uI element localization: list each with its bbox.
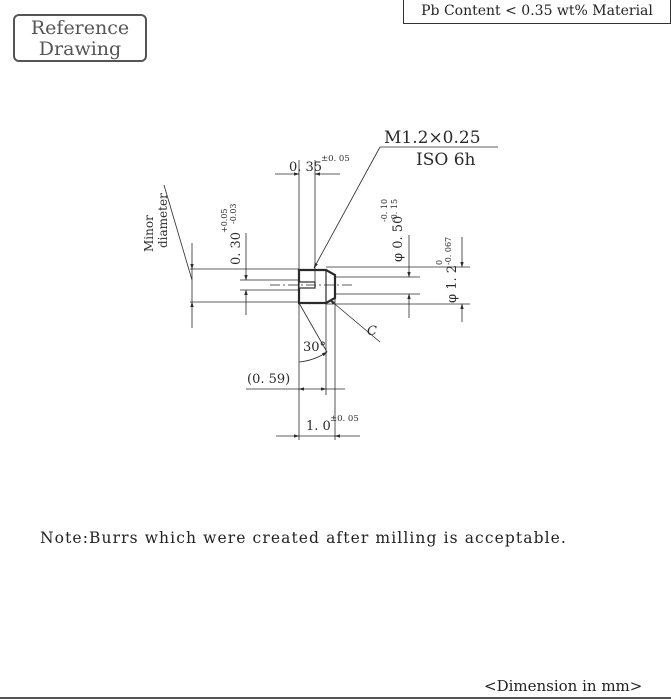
- slot-depth-value: 0. 30: [229, 231, 244, 265]
- length-tol: ±0. 05: [330, 414, 359, 424]
- ref-length: (0. 59): [247, 372, 291, 387]
- slot-depth-tol-lower: -0.03: [229, 203, 238, 224]
- units-note: <Dimension in mm>: [484, 677, 643, 695]
- tip-diameter-tol-lower: -0. 15: [390, 198, 399, 222]
- bottom-border: [0, 697, 671, 699]
- slot-depth-tol-upper: +0.05: [220, 208, 229, 233]
- tip-diameter-value: φ 0. 50: [391, 215, 406, 262]
- chamfer-angle: 30°: [303, 340, 327, 355]
- major-diameter-tol-lower: -0. 067: [444, 236, 453, 265]
- major-diameter-value: φ 1. 2: [445, 264, 460, 303]
- minor-diameter-label: Minor: [142, 215, 156, 252]
- reference-label: Reference: [30, 17, 130, 39]
- chamfer-label: C: [367, 324, 377, 339]
- slot-width-value: 0. 35: [289, 160, 323, 175]
- thread-class: ISO 6h: [416, 150, 476, 170]
- material-note: Pb Content < 0.35 wt% Material: [421, 3, 653, 19]
- major-diameter-tol-upper: 0: [435, 259, 444, 265]
- burr-note: Note:Burrs which were created after milling is acceptable.: [40, 529, 567, 547]
- minor-diameter-label-2: diameter: [156, 193, 170, 248]
- screw-part: [270, 270, 352, 303]
- slot-width-tol: ±0. 05: [321, 154, 350, 164]
- thread-spec: M1.2×0.25: [384, 128, 481, 148]
- tip-diameter-tol-upper: -0. 10: [380, 198, 389, 222]
- thread-spec-leader: [314, 147, 380, 268]
- length-value: 1. 0: [306, 419, 331, 434]
- drawing-label: Drawing: [38, 38, 122, 60]
